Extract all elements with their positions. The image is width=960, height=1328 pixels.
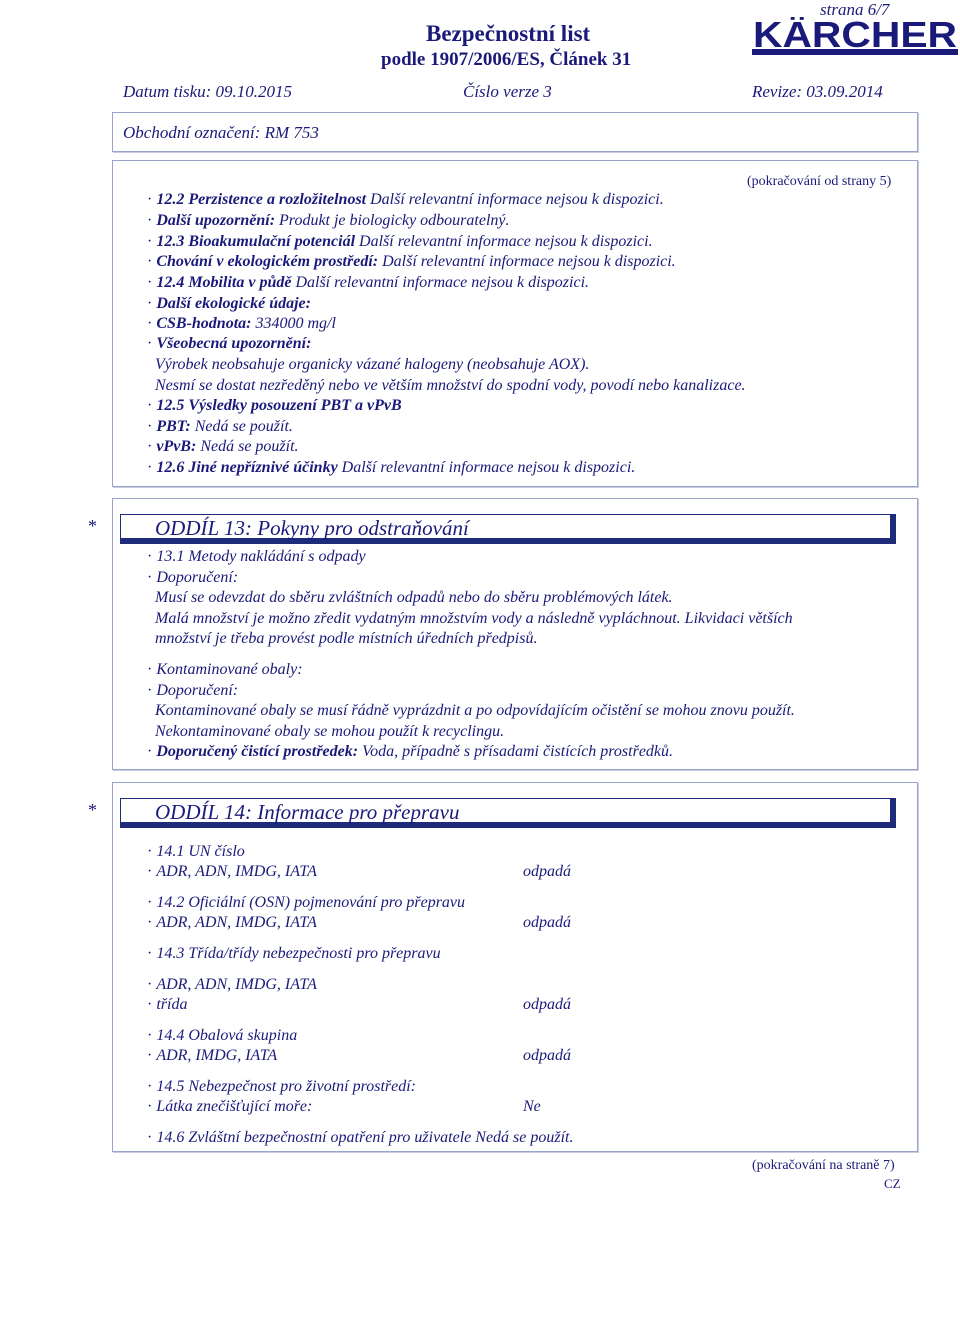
s14-un-label: · 14.1 UN číslo <box>147 843 245 860</box>
s13-line-methods: · 13.1 Metody nakládání s odpady <box>147 548 366 565</box>
s13-line-contaminated: · Kontaminované obaly: <box>147 661 303 678</box>
section-13-marker: * <box>88 516 97 536</box>
continued-to: (pokračování na straně 7) <box>752 1158 895 1173</box>
s13-line-recommend: · Doporučení: <box>147 569 239 586</box>
s14-class-sub: · třída <box>147 996 188 1013</box>
s14-env-row: · Látka znečišťující moře: <box>147 1098 313 1115</box>
s13-line-recycle: Nekontaminované obaly se mohou použít k recyclingu. <box>155 723 505 740</box>
revision-date: Revize: 03.09.2014 <box>752 82 883 101</box>
section-14-header <box>120 798 896 828</box>
trade-name-box <box>112 112 918 152</box>
continued-from: (pokračování od strany 5) <box>747 174 892 189</box>
s14-pack-value: odpadá <box>523 1047 571 1064</box>
s13-line-recommend-2: · Doporučení: <box>147 682 239 699</box>
s14-class-value: odpadá <box>523 996 571 1013</box>
s12-line-other-effects: · 12.6 Jiné nepříznivé účinky Další relevantní informace nejsou k dispozici. <box>147 459 636 476</box>
s12-line-aox: Výrobek neobsahuje organicky vázané halogeny (neobsahuje AOX). <box>155 356 590 373</box>
version-number: Číslo verze 3 <box>463 82 552 101</box>
s12-line-vpvb: · vPvB: Nedá se použít. <box>147 438 299 455</box>
s13-line-collection: Musí se odevzdat do sběru zvláštních odpadů nebo do sběru problémových látek. <box>155 589 673 606</box>
section-13-title: ODDÍL 13: Pokyny pro odstraňování <box>155 516 469 540</box>
s14-osn-row: · ADR, ADN, IMDG, IATA <box>147 914 317 931</box>
s14-user-precautions: · 14.6 Zvláštní bezpečnostní opatření pro uživatele Nedá se použít. <box>147 1129 574 1146</box>
page-number: strana 6/7 <box>820 0 890 19</box>
s12-line-mobility: · 12.4 Mobilita v půdě Další relevantní informace nejsou k dispozici. <box>147 274 590 291</box>
s13-line-empty: Kontaminované obaly se musí řádně vyprázdnit a po odpovídajícím očistění se mohou znovu použít. <box>155 702 795 719</box>
brand-logo <box>752 17 958 57</box>
s14-env-label: · 14.5 Nebezpečnost pro životní prostředí: <box>147 1078 417 1095</box>
karcher-logo-icon <box>752 17 958 57</box>
s13-line-cleaner: · Doporučený čistící prostředek: Voda, případně s přísadami čistících prostředků. <box>147 743 674 760</box>
trade-name: Obchodní označení: RM 753 <box>123 123 319 142</box>
s14-pack-row: · ADR, IMDG, IATA <box>147 1047 278 1064</box>
s14-osn-value: odpadá <box>523 914 571 931</box>
s14-class-row: · ADR, ADN, IMDG, IATA <box>147 976 317 993</box>
s14-osn-label: · 14.2 Oficiální (OSN) pojmenování pro přepravu <box>147 894 466 911</box>
brand-text: KÄRCHER <box>753 17 958 55</box>
s12-line-csb: · CSB-hodnota: 334000 mg/l <box>147 315 336 332</box>
s12-line-eco-data: · Další ekologické údaje: <box>147 295 311 312</box>
s12-line-notes: · Další upozornění: Produkt je biologicky odbouratelný. <box>147 212 510 229</box>
s12-line-general: · Všeobecná upozornění: <box>147 335 312 352</box>
s12-line-pbt: · PBT: Nedá se použít. <box>147 418 293 435</box>
s12-line-water: Nesmí se dostat nezředěný nebo ve větším množství do spodní vody, povodí nebo kanalizace. <box>155 377 746 394</box>
s13-line-regulations: množství je třeba provést podle místních úředních předpisů. <box>155 630 538 647</box>
language-code: CZ <box>884 1176 901 1191</box>
section-14-marker: * <box>88 800 97 820</box>
print-date: Datum tisku: 09.10.2015 <box>123 82 293 101</box>
document-subtitle: podle 1907/2006/ES, Článek 31 <box>381 49 632 70</box>
s14-pack-label: · 14.4 Obalová skupina <box>147 1027 298 1044</box>
document-title: Bezpečnostní list <box>426 21 591 46</box>
s14-env-value: Ne <box>523 1098 541 1115</box>
s12-line-persistence: · 12.2 Perzistence a rozložitelnost Další relevantní informace nejsou k dispozici. <box>147 191 664 208</box>
s12-line-bioaccumulation: · 12.3 Bioakumulační potenciál Další relevantní informace nejsou k dispozici. <box>147 233 653 250</box>
section-13-header <box>120 514 896 544</box>
s14-class-label: · 14.3 Třída/třídy nebezpečnosti pro přepravu <box>147 945 441 962</box>
s14-un-row: · ADR, ADN, IMDG, IATA <box>147 863 317 880</box>
s12-line-pbt-heading: · 12.5 Výsledky posouzení PBT a vPvB <box>147 397 402 414</box>
section-14-title: ODDÍL 14: Informace pro přepravu <box>155 800 460 824</box>
s12-line-behaviour: · Chování v ekologickém prostředí: Další relevantní informace nejsou k dispozici. <box>147 253 676 270</box>
s13-line-dilute: Malá množství je možno zředit vydatným množstvím vody a následně vypláchnout. Likvidaci větších <box>155 610 793 627</box>
s14-un-value: odpadá <box>523 863 571 880</box>
